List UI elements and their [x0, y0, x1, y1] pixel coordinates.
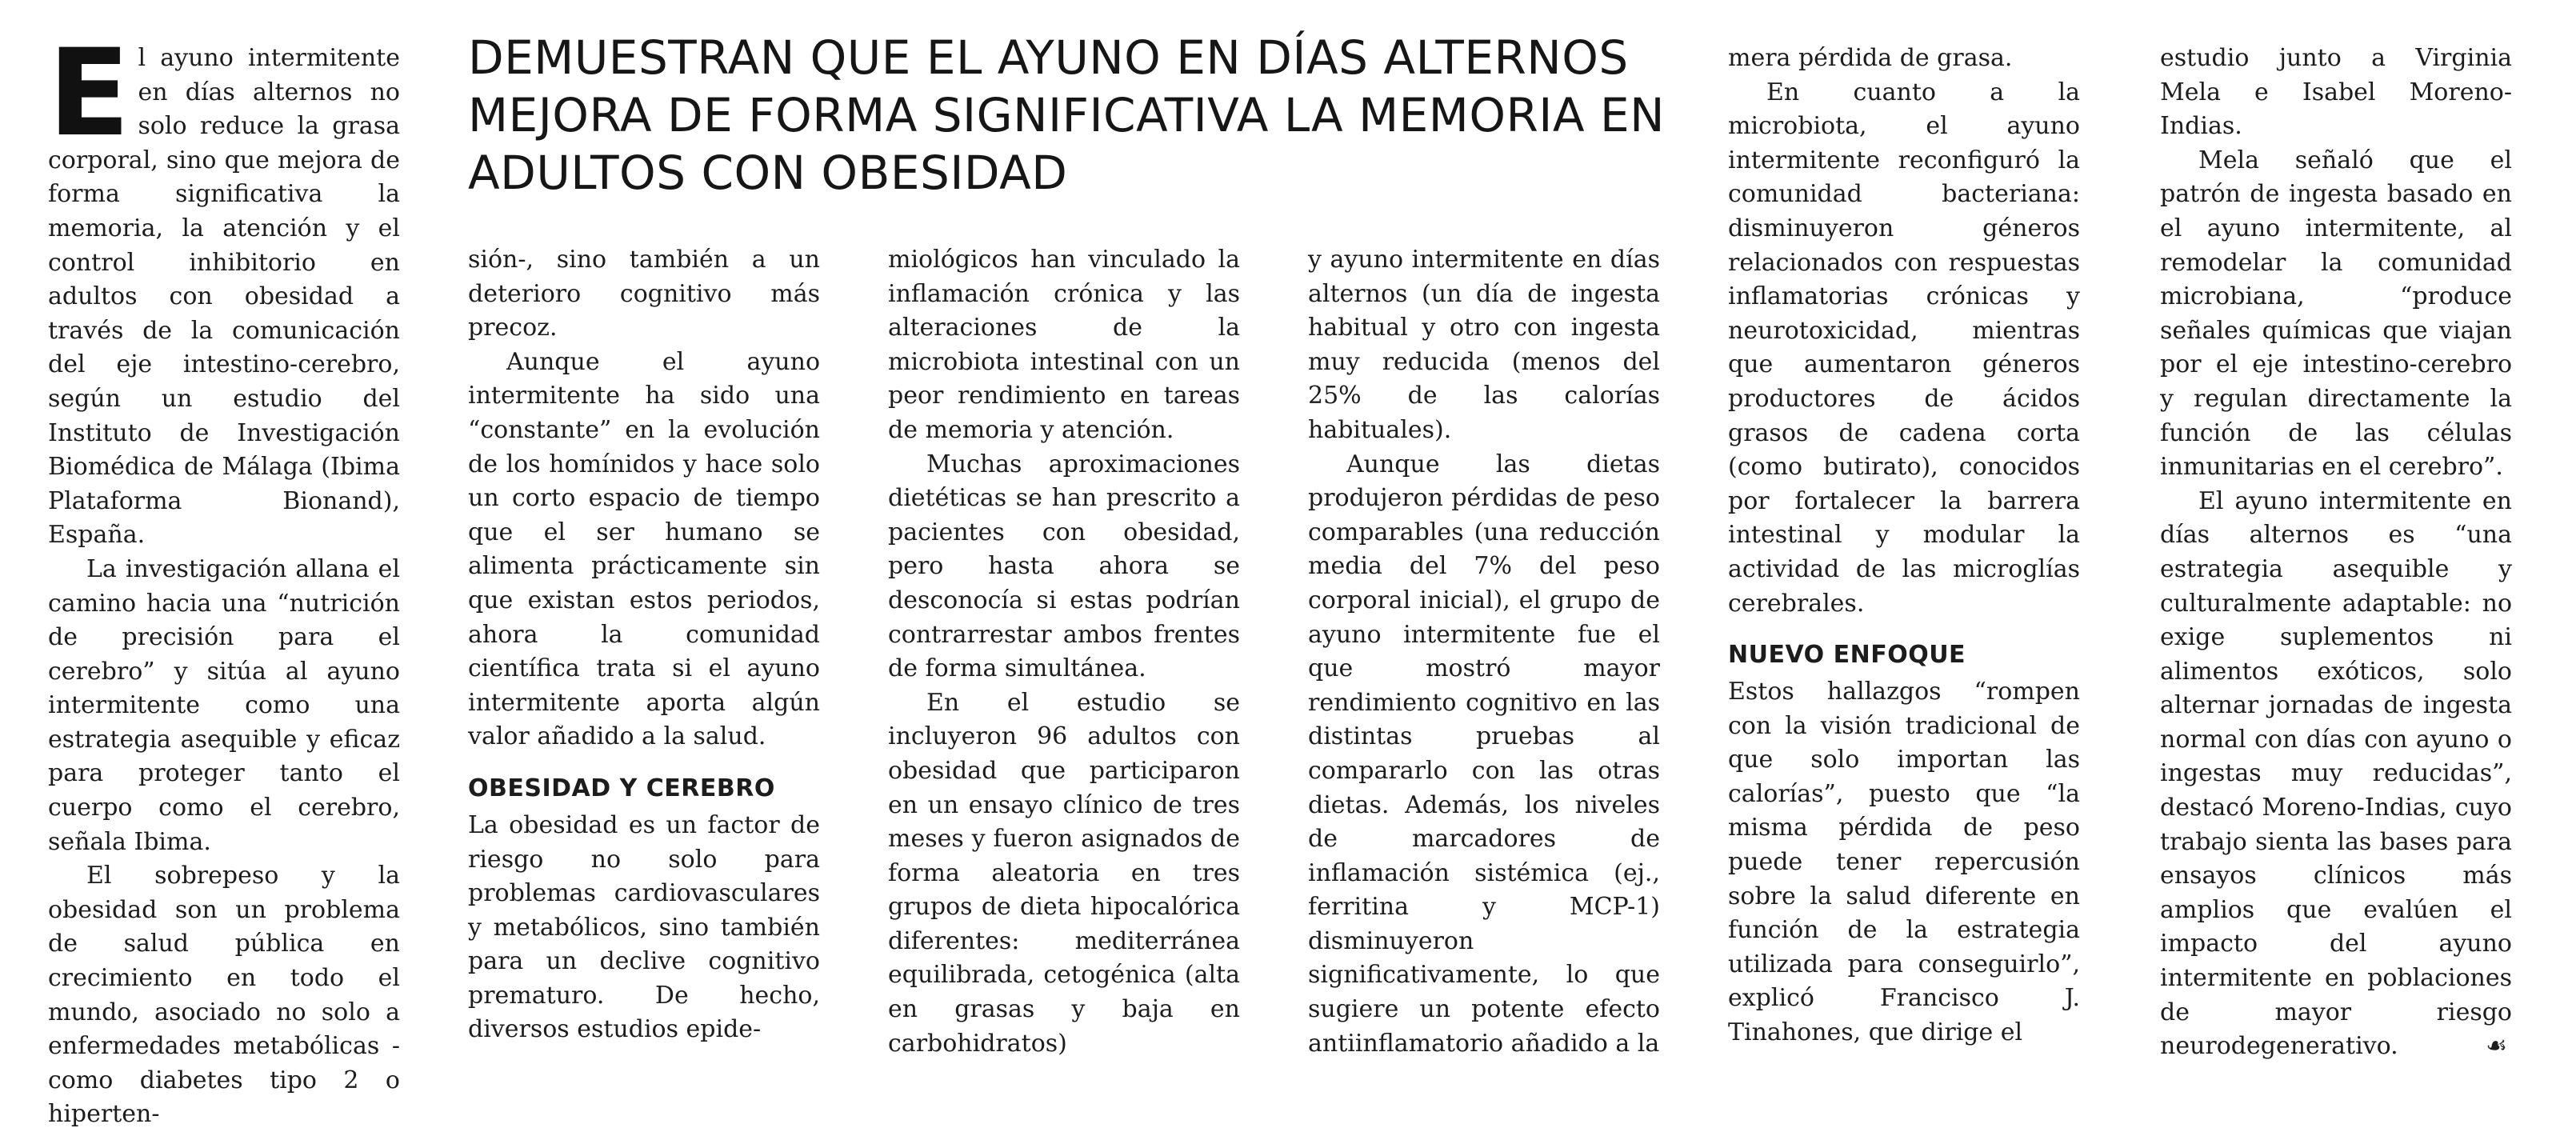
section-subhead: OBESIDAD Y CEREBRO	[468, 774, 775, 802]
paragraph: En cuanto a la microbiota, el ayuno intermitente reconfiguró la comunidad bacteriana: disminuyeron géneros relacionados con respuestas inflamatorias crónicas y neurotoxicidad, mientras que aumentaron géneros productores de ácidos grasos de cadena corta (como butirato), conocidos por fortalecer la barrera intestinal y modular la actividad de las microglías cerebrales.	[1728, 78, 2080, 618]
article-column-1	[48, 24, 400, 1132]
paragraph: Aunque el ayuno intermitente ha sido una “constante” en la evolución de los homínidos y hace solo un corto espacio de tiempo que el ser humano se alimenta prácticamente sin que existan estos periodos, ahora la comunidad científica trata si el ayuno intermitente aporta algún valor añadido a la salud.	[468, 347, 820, 751]
paragraph: Mela señaló que el patrón de ingesta basado en el ayuno intermitente, al remodelar la comunidad microbiana, “produce señales químicas que viajan por el eje intestino-cerebro y regulan directamente la función de las células inmunitarias en el cerebro”.	[2160, 146, 2512, 482]
closing-text: El ayuno intermitente en días alternos es “una estrategia asequible y culturalmente adaptable: no exige suplementos ni alimentos exóticos, solo alternar jornadas de ingesta normal con días con ayuno o ingestas muy reducidas”, destacó Moreno-Indias, cuyo trabajo sienta las bases para ensayos clínicos más amplios que evalúen el impacto del ayuno intermitente en poblaciones de mayor riesgo neurodegenerativo.	[2160, 486, 2512, 1061]
paragraph: En el estudio se incluyeron 96 adultos con obesidad que participaron en un ensayo clínico de tres meses y fueron asignados de forma aleatoria en tres grupos de dieta hipocalórica diferentes: mediterránea equilibrada, cetogénica (alta en grasas y baja en carbohidratos)	[888, 688, 1240, 1058]
paragraph: y ayuno intermitente en días alternos (un día de ingesta habitual y otro con ingesta muy reducida (menos del 25% de las calorías habituales).	[1308, 246, 1660, 444]
article-column-2	[468, 243, 820, 1047]
paragraph: Estos hallazgos “rompen con la visión tradicional de que solo importan las calorías”, puesto que “la misma pérdida de peso puede tener repercusión sobre la salud diferente en función de la estrategia utilizada para conseguirlo”, explicó Francisco J. Tinahones, que dirige el	[1728, 678, 2080, 1047]
article-column-6	[2160, 42, 2512, 1064]
article-column-3	[888, 243, 1240, 1061]
lead-text: l ayuno intermitente en días alternos no solo reduce la grasa corporal, sino que mejora de forma significativa la memoria, la atención y el control inhibitorio en adultos con obesidad a través de la comunicación del eje intestino-cerebro, según un estudio del Instituto de Investigación Biomédica de Málaga (Ibima Plataforma Bionand), España.	[48, 44, 400, 550]
end-mark-icon: ☙	[2486, 1032, 2507, 1061]
article-column-4	[1308, 243, 1660, 1061]
paragraph: sión-, sino también a un deterioro cognitivo más precoz.	[468, 246, 820, 342]
article-headline: DEMUESTRAN QUE EL AYUNO EN DÍAS ALTERNOS MEJORA DE FORMA SIGNIFICATIVA LA MEMORIA EN ADULTOS CON OBESIDAD	[468, 30, 1666, 200]
drop-cap: E	[48, 24, 130, 163]
lead-paragraph	[48, 24, 400, 553]
paragraph	[2160, 485, 2512, 1064]
section-subhead: NUEVO ENFOQUE	[1728, 641, 1966, 670]
paragraph: estudio junto a Virginia Mela e Isabel Moreno-Indias.	[2160, 44, 2512, 141]
paragraph: La investigación allana el camino hacia una “nutrición de precisión para el cerebro” y sitúa al ayuno intermitente como una estrategia asequible y eficaz para proteger tanto el cuerpo como el cerebro, señala Ibima.	[48, 554, 400, 856]
article-column-5	[1728, 42, 2080, 1050]
paragraph: miológicos han vinculado la inflamación crónica y las alteraciones de la microbiota intestinal con un peor rendimiento en tareas de memoria y atención.	[888, 246, 1240, 444]
paragraph: El sobrepeso y la obesidad son un problema de salud pública en crecimiento en todo el mundo, asociado no solo a enfermedades metabólicas -como diabetes tipo 2 o hiperten-	[48, 862, 400, 1129]
paragraph: mera pérdida de grasa.	[1728, 44, 2013, 72]
paragraph: Aunque las dietas produjeron pérdidas de peso comparables (una reducción media del 7% del peso corporal inicial), el grupo de ayuno intermitente fue el que mostró mayor rendimiento cognitivo en las distintas pruebas al compararlo con las otras dietas. Además, los niveles de marcadores de inflamación sistémica (ej., ferritina y MCP-1) disminuyeron significativamente, lo que sugiere un potente efecto antiinflamatorio añadido a la	[1308, 450, 1660, 1058]
paragraph: La obesidad es un factor de riesgo no solo para problemas cardiovasculares y metabólicos, sino también para un declive cognitivo prematuro. De hecho, diversos estudios epide-	[468, 810, 820, 1044]
paragraph: Muchas aproximaciones dietéticas se han prescrito a pacientes con obesidad, pero hasta ahora se desconocía si estas podrían contrarrestar ambos frentes de forma simultánea.	[888, 450, 1240, 683]
